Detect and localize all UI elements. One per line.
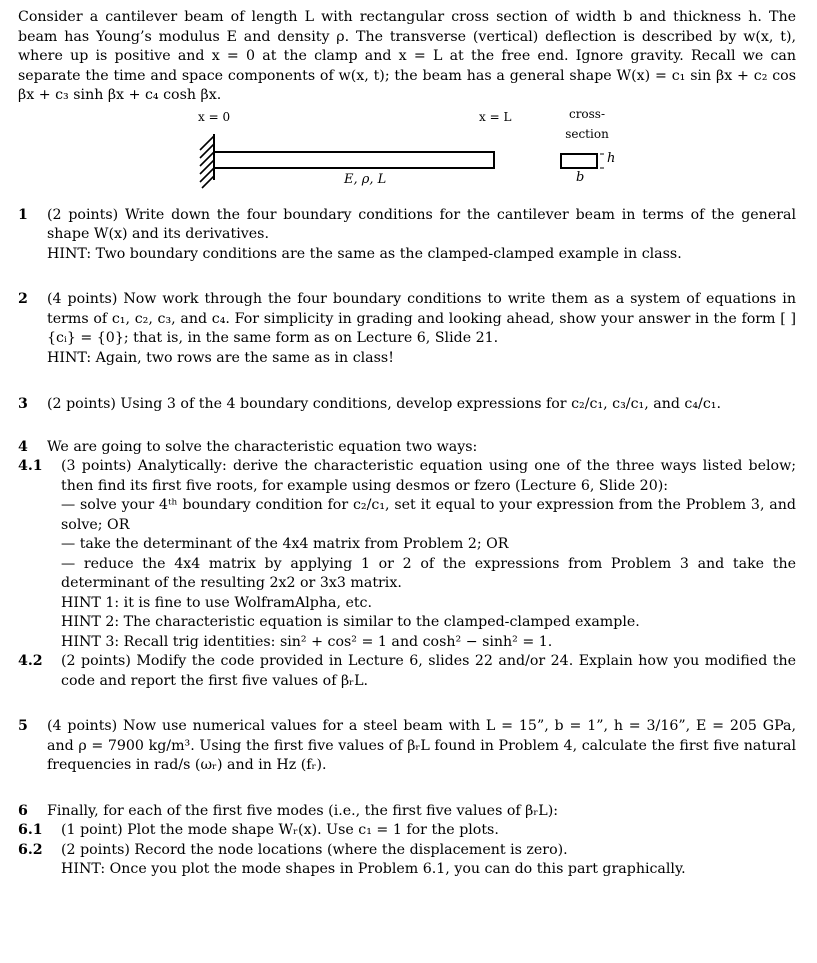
problem-number: 2	[18, 291, 28, 307]
cross-section-rect	[561, 154, 597, 168]
problem-6-2	[18, 841, 796, 880]
option-3: — reduce the 4x4 matrix by applying 1 or 2 of the expressions from Problem 3 and take the determinant of the resulting 2x2 or 3x3 matrix.	[61, 555, 796, 591]
problem-text: (3 points) Analytically: derive the characteristic equation using one of the three ways listed below; then find its first five roots, for example using desmos or fzero (Lecture 6, Slide 20):	[61, 458, 796, 494]
problem-6-1	[18, 821, 796, 841]
problem-number: 3	[18, 396, 28, 412]
problem-number: 6.2	[18, 841, 43, 858]
problem-number: 5	[18, 718, 28, 734]
problem-hint: HINT: Two boundary conditions are the same as the clamped-clamped example in class.	[47, 245, 682, 262]
cantilever-diagram	[18, 110, 796, 196]
problem-1	[18, 206, 796, 265]
problem-6	[18, 802, 796, 822]
problem-4-2	[18, 652, 796, 691]
intro-paragraph: Consider a cantilever beam of length L with rectangular cross section of width b and thickness h. The beam has Young’s modulus E and density ρ. The transverse (vertical) deflection is described by w(x, t), where up is positive and x = 0 at the clamp and x = L at the free end. Ignore gravity. Recall we can separate the time and space components of w(x, t); the beam has a general shape W(x) = c₁ sin βx + c₂ cos βx + c₃ sinh βx + c₄ cosh βx.	[18, 9, 796, 103]
problem-number: 4.1	[18, 458, 43, 474]
problem-number: 6.1	[18, 822, 43, 838]
problem-4	[18, 438, 796, 458]
problem-3	[18, 395, 796, 415]
option-1: — solve your 4ᵗʰ boundary condition for c₂/c₁, set it equal to your expression from the Problem 3, and solve; OR	[61, 497, 796, 533]
problem-2	[18, 290, 796, 368]
label-b: b	[576, 169, 585, 185]
problem-text: We are going to solve the characteristic equation two ways:	[47, 438, 478, 455]
beam	[214, 152, 494, 168]
problem-text: (4 points) Now use numerical values for a steel beam with L = 15”, b = 1”, h = 3/16”, E = 205 GPa, and ρ = 7900 kg/m³. Using the first five values of βᵣL found in Problem 4, calculate the first five natural frequencies in rad/s (ωᵣ) and in Hz (fᵣ).	[47, 718, 796, 773]
clamp-hatching	[200, 136, 214, 188]
hint-3: HINT 3: Recall trig identities: sin² + cos² = 1 and cosh² − sinh² = 1.	[61, 633, 553, 650]
problem-number: 4.2	[18, 653, 43, 669]
problem-text: (1 point) Plot the mode shape Wᵣ(x). Use c₁ = 1 for the plots.	[61, 822, 499, 838]
label-x0: x = 0	[198, 109, 231, 124]
problem-text: (2 points) Record the node locations (where the displacement is zero).	[61, 841, 568, 858]
problem-number: 6	[18, 802, 28, 819]
label-h: h	[607, 150, 616, 166]
problem-hint: HINT: Once you plot the mode shapes in Problem 6.1, you can do this part graphically.	[61, 861, 686, 877]
cross-section-title: cross-section	[565, 106, 609, 141]
beam-label: E, ρ, L	[344, 171, 387, 187]
problem-4-1	[18, 457, 796, 652]
problem-text: (2 points) Using 3 of the 4 boundary conditions, develop expressions for c₂/c₁, c₃/c₁, and c₄/c₁.	[47, 396, 721, 412]
problem-text: Finally, for each of the first five modes (i.e., the first five values of βᵣL):	[47, 802, 559, 819]
problem-text: (2 points) Write down the four boundary conditions for the cantilever beam in terms of the general shape W(x) and its derivatives.	[47, 206, 796, 242]
problem-5	[18, 717, 796, 776]
cantilever-figure	[18, 106, 796, 196]
label-xL: x = L	[479, 109, 512, 124]
document-page	[18, 8, 796, 880]
option-2: — take the determinant of the 4x4 matrix from Problem 2; OR	[61, 536, 509, 552]
hint-1: HINT 1: it is fine to use WolframAlpha, etc.	[61, 594, 373, 611]
problem-text: (2 points) Modify the code provided in Lecture 6, slides 22 and/or 24. Explain how you modified the code and report the first five values of βᵣL.	[61, 653, 796, 689]
problem-number: 1	[18, 206, 28, 223]
problem-text: (4 points) Now work through the four boundary conditions to write them as a system of equations in terms of c₁, c₂, c₃, and c₄. For simplicity in grading and looking ahead, show your answer in the form [ ]{cᵢ} = {0}; that is, in the same form as on Lecture 6, Slide 21.	[47, 291, 796, 346]
problem-hint: HINT: Again, two rows are the same as in class!	[47, 349, 394, 366]
problem-number: 4	[18, 438, 28, 455]
hint-2: HINT 2: The characteristic equation is similar to the clamped-clamped example.	[61, 614, 640, 630]
